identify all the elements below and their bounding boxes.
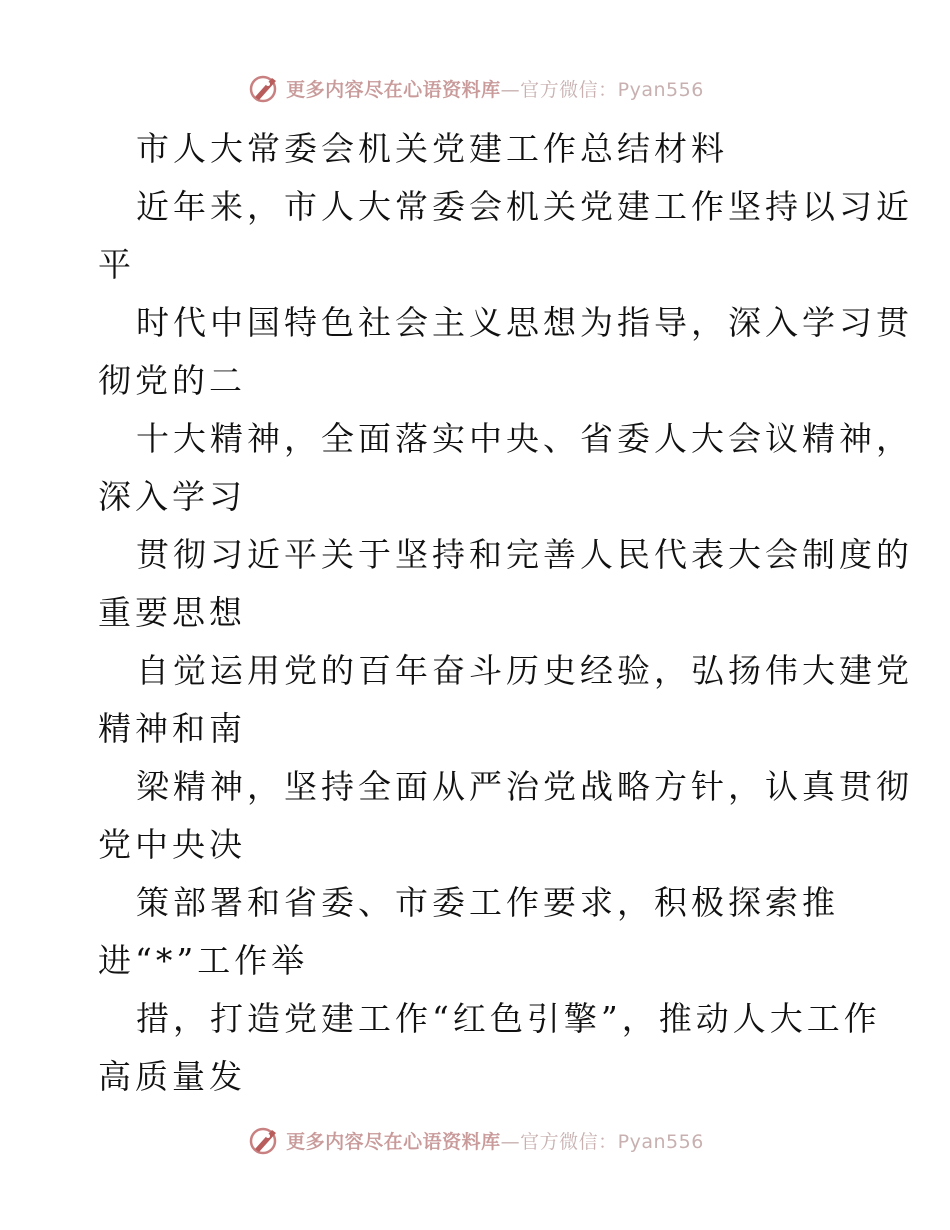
- text-line: 自觉运用党的百年奋斗历史经验，弘扬伟大建党: [136, 651, 913, 690]
- text-line: 重要思想: [98, 593, 246, 632]
- watermark-suffix: —官方微信：Pyan556: [500, 1130, 704, 1153]
- text-line: 近年来，市人大常委会机关党建工作坚持以习近: [136, 187, 913, 226]
- pen-nib-logo-icon: [246, 72, 282, 104]
- watermark-footer: [0, 1124, 950, 1156]
- text-line: 精神和南: [98, 709, 246, 748]
- text-line: 贯彻习近平关于坚持和完善人民代表大会制度的: [136, 535, 913, 574]
- text-line: 深入学习: [98, 477, 246, 516]
- text-line: 策部署和省委、市委工作要求，积极探索推: [136, 883, 839, 922]
- text-line: 平: [98, 245, 135, 284]
- document-title: 市人大常委会机关党建工作总结材料: [136, 129, 728, 168]
- text-line: 党中央决: [98, 825, 246, 864]
- document-body: [98, 120, 913, 1106]
- text-line: 十大精神，全面落实中央、省委人大会议精神，: [136, 419, 913, 458]
- watermark-brand: 更多内容尽在心语资料库: [286, 78, 501, 101]
- text-line: 措，打造党建工作“红色引擎”，推动人大工作: [136, 999, 881, 1038]
- watermark-brand: 更多内容尽在心语资料库: [286, 1130, 501, 1153]
- watermark-header: [0, 72, 950, 104]
- pen-nib-logo-icon: [246, 1124, 282, 1156]
- watermark-suffix: —官方微信：Pyan556: [500, 78, 704, 101]
- text-line: 时代中国特色社会主义思想为指导，深入学习贯: [136, 303, 913, 342]
- text-line: 进“*”工作举: [98, 941, 309, 980]
- text-line: 彻党的二: [98, 361, 246, 400]
- text-line: 梁精神，坚持全面从严治党战略方针，认真贯彻: [136, 767, 913, 806]
- text-line: 高质量发: [98, 1057, 246, 1096]
